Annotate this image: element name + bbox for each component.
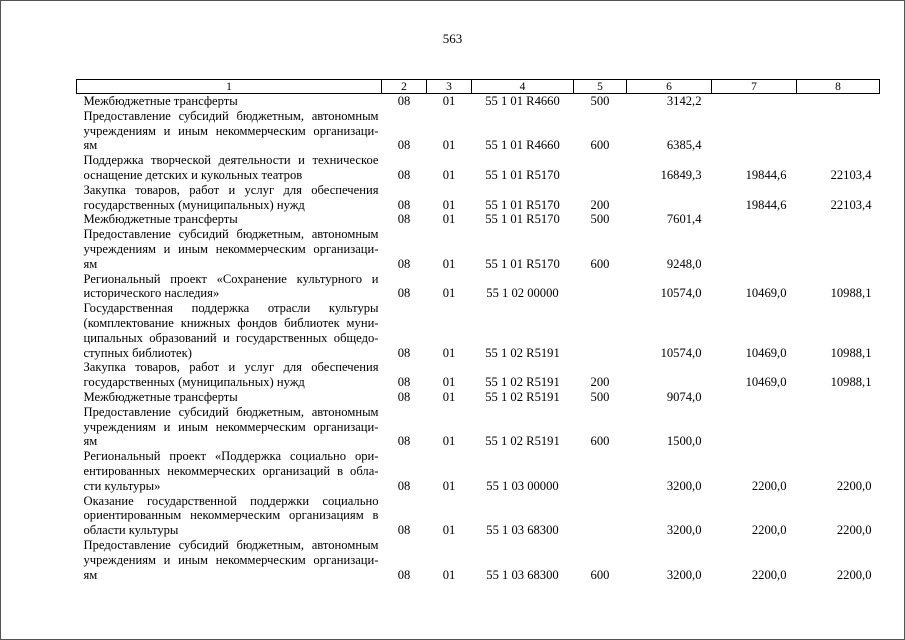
- target-article-cell: 55 1 02 R5191: [485, 434, 560, 449]
- name-line: области культуры: [83, 523, 179, 538]
- amount-year1-cell: [627, 360, 712, 390]
- subsection-cell: 01: [442, 389, 456, 404]
- name-line: ям: [83, 138, 98, 153]
- amount-year3-cell: [797, 405, 880, 449]
- name-line: учреждениям и иным некоммерческим организаци-: [83, 552, 379, 567]
- name-line: Предоставление субсидий бюджетным, автономным: [83, 537, 379, 552]
- amount-year3-cell: [797, 227, 880, 271]
- name-line: (комплектование книжных фондов библиотек муни-: [83, 315, 379, 330]
- target-article-cell: 55 1 03 68300: [486, 567, 559, 582]
- name-line: Предоставление субсидий бюджетным, автономным: [83, 227, 379, 242]
- subsection-cell: 01: [442, 523, 456, 538]
- name-line: ципальных образований и государственных общедо-: [83, 330, 379, 345]
- subsection-cell: 01: [442, 567, 456, 582]
- amount-year3-cell: 10988,1: [830, 286, 872, 301]
- amount-year1-cell: [627, 183, 712, 213]
- name-line: учреждениям и иным некоммерческим организаци-: [83, 419, 379, 434]
- name-line: Региональный проект «Сохранение культурного и: [83, 271, 379, 286]
- table-row: [77, 390, 880, 405]
- expense-type-cell: [574, 272, 627, 302]
- subsection-cell: 01: [442, 167, 456, 182]
- target-article-cell: 55 1 02 00000: [486, 286, 559, 301]
- target-article-cell: 55 1 01 R4660: [485, 94, 560, 108]
- name-cell: [77, 94, 382, 109]
- name-cell: [77, 301, 382, 360]
- amount-year2-cell: 2200,0: [751, 523, 787, 538]
- amount-year1-cell: 1500,0: [666, 434, 702, 449]
- amount-year3-cell: [797, 94, 880, 109]
- section-cell: 08: [397, 389, 411, 404]
- amount-year2-cell: 10469,0: [745, 375, 787, 390]
- table-row: [77, 494, 880, 538]
- expense-type-cell: 600: [590, 138, 610, 153]
- section-cell: 08: [397, 167, 411, 182]
- amount-year3-cell: [797, 109, 880, 153]
- table-body: [77, 94, 880, 583]
- table-row: [77, 183, 880, 213]
- name-cell: [77, 153, 382, 183]
- target-article-cell: 55 1 01 R5170: [485, 212, 560, 227]
- amount-year1-cell: 10574,0: [660, 345, 702, 360]
- section-cell: 08: [397, 256, 411, 271]
- table-header-row: [77, 80, 880, 94]
- column-header-8: 8: [797, 80, 880, 94]
- name-line: Межбюджетные трансферты: [83, 389, 238, 404]
- subsection-cell: 01: [442, 94, 456, 108]
- expense-type-cell: 600: [590, 434, 610, 449]
- subsection-cell: 01: [442, 434, 456, 449]
- section-cell: 08: [397, 434, 411, 449]
- name-cell: [77, 212, 382, 227]
- target-article-cell: 55 1 02 R5191: [485, 345, 560, 360]
- name-line: ориентированным некоммерческим организациям в: [83, 508, 379, 523]
- subsection-cell: 01: [442, 197, 456, 212]
- amount-year1-cell: 3142,2: [666, 94, 702, 108]
- name-line: оснащение детских и кукольных театров: [83, 167, 303, 182]
- expense-type-cell: [574, 494, 627, 538]
- name-cell: [77, 227, 382, 271]
- table-row: [77, 212, 880, 227]
- target-article-cell: 55 1 03 00000: [486, 478, 559, 493]
- name-cell: [77, 272, 382, 302]
- name-cell: [77, 390, 382, 405]
- expense-type-cell: 600: [590, 256, 610, 271]
- section-cell: 08: [397, 138, 411, 153]
- amount-year2-cell: 2200,0: [751, 478, 787, 493]
- name-line: Региональный проект «Поддержка социально ори-: [83, 449, 379, 464]
- expense-type-cell: [574, 153, 627, 183]
- subsection-cell: 01: [442, 345, 456, 360]
- amount-year2-cell: 10469,0: [745, 286, 787, 301]
- name-cell: [77, 494, 382, 538]
- amount-year1-cell: 10574,0: [660, 286, 702, 301]
- amount-year2-cell: [712, 405, 797, 449]
- target-article-cell: 55 1 02 R5191: [485, 375, 560, 390]
- name-line: государственных (муниципальных) нужд: [83, 375, 305, 390]
- section-cell: 08: [397, 94, 411, 108]
- table-row: [77, 301, 880, 360]
- table-row: [77, 405, 880, 449]
- table-row: [77, 227, 880, 271]
- name-line: Закупка товаров, работ и услуг для обеспечения: [83, 182, 379, 197]
- amount-year3-cell: 2200,0: [836, 567, 872, 582]
- target-article-cell: 55 1 03 68300: [486, 523, 559, 538]
- amount-year3-cell: 2200,0: [836, 478, 872, 493]
- expense-type-cell: [574, 301, 627, 360]
- section-cell: 08: [397, 478, 411, 493]
- section-cell: 08: [397, 212, 411, 227]
- target-article-cell: 55 1 01 R5170: [485, 167, 560, 182]
- table-row: [77, 94, 880, 109]
- section-cell: 08: [397, 567, 411, 582]
- name-line: государственных (муниципальных) нужд: [83, 197, 305, 212]
- column-header-6: 6: [627, 80, 712, 94]
- expense-type-cell: 600: [590, 567, 610, 582]
- amount-year2-cell: 10469,0: [745, 345, 787, 360]
- amount-year2-cell: 19844,6: [745, 167, 787, 182]
- name-line: сти культуры»: [83, 478, 161, 493]
- target-article-cell: 55 1 02 R5191: [485, 389, 560, 404]
- column-header-3: 3: [427, 80, 472, 94]
- name-line: ентированных некоммерческих организаций в обла-: [83, 463, 379, 478]
- name-line: учреждениям и иным некоммерческим организаци-: [83, 241, 379, 256]
- document-page: [1, 1, 904, 639]
- name-line: Предоставление субсидий бюджетным, автономным: [83, 108, 379, 123]
- amount-year1-cell: 9248,0: [666, 256, 702, 271]
- name-line: Закупка товаров, работ и услуг для обеспечения: [83, 360, 379, 375]
- expense-type-cell: 500: [590, 389, 610, 404]
- subsection-cell: 01: [442, 138, 456, 153]
- name-line: Государственная поддержка отрасли культуры: [83, 301, 379, 316]
- amount-year3-cell: 22103,4: [830, 167, 872, 182]
- amount-year1-cell: 3200,0: [666, 523, 702, 538]
- column-header-1: 1: [77, 80, 382, 94]
- amount-year3-cell: 22103,4: [830, 197, 872, 212]
- amount-year2-cell: [712, 94, 797, 109]
- table-row: [77, 538, 880, 582]
- subsection-cell: 01: [442, 478, 456, 493]
- subsection-cell: 01: [442, 286, 456, 301]
- subsection-cell: 01: [442, 256, 456, 271]
- subsection-cell: 01: [442, 375, 456, 390]
- column-header-2: 2: [382, 80, 427, 94]
- table-row: [77, 449, 880, 493]
- name-line: ям: [83, 434, 98, 449]
- table-row: [77, 109, 880, 153]
- amount-year3-cell: [797, 212, 880, 227]
- name-line: ям: [83, 256, 98, 271]
- page-number: 563: [442, 31, 463, 46]
- amount-year2-cell: 2200,0: [751, 567, 787, 582]
- column-header-4: 4: [472, 80, 574, 94]
- expense-type-cell: 200: [590, 375, 610, 390]
- name-line: Предоставление субсидий бюджетным, автономным: [83, 404, 379, 419]
- name-line: исторического наследия»: [83, 286, 220, 301]
- name-line: Межбюджетные трансферты: [83, 94, 238, 108]
- amount-year1-cell: 6385,4: [666, 138, 702, 153]
- name-line: учреждениям и иным некоммерческим организаци-: [83, 123, 379, 138]
- amount-year2-cell: [712, 390, 797, 405]
- amount-year1-cell: 16849,3: [660, 167, 702, 182]
- amount-year3-cell: 2200,0: [836, 523, 872, 538]
- amount-year3-cell: 10988,1: [830, 375, 872, 390]
- amount-year3-cell: [797, 390, 880, 405]
- name-cell: [77, 538, 382, 582]
- name-cell: [77, 449, 382, 493]
- column-header-7: 7: [712, 80, 797, 94]
- name-cell: [77, 360, 382, 390]
- amount-year1-cell: 3200,0: [666, 478, 702, 493]
- name-line: ступных библиотек): [83, 345, 192, 360]
- target-article-cell: 55 1 01 R5170: [485, 256, 560, 271]
- table-row: [77, 153, 880, 183]
- budget-table: [76, 79, 880, 582]
- name-line: Оказание государственной поддержки социально: [83, 493, 379, 508]
- name-line: Межбюджетные трансферты: [83, 212, 238, 227]
- section-cell: 08: [397, 345, 411, 360]
- section-cell: 08: [397, 197, 411, 212]
- name-line: ям: [83, 567, 98, 582]
- target-article-cell: 55 1 01 R5170: [485, 197, 560, 212]
- table-row: [77, 272, 880, 302]
- column-header-5: 5: [574, 80, 627, 94]
- target-article-cell: 55 1 01 R4660: [485, 138, 560, 153]
- expense-type-cell: 500: [590, 212, 610, 227]
- name-cell: [77, 109, 382, 153]
- subsection-cell: 01: [442, 212, 456, 227]
- amount-year1-cell: 9074,0: [666, 389, 702, 404]
- amount-year2-cell: 19844,6: [745, 197, 787, 212]
- amount-year2-cell: [712, 227, 797, 271]
- amount-year1-cell: 3200,0: [666, 567, 702, 582]
- table-row: [77, 360, 880, 390]
- name-cell: [77, 405, 382, 449]
- section-cell: 08: [397, 523, 411, 538]
- expense-type-cell: 200: [590, 197, 610, 212]
- section-cell: 08: [397, 286, 411, 301]
- amount-year2-cell: [712, 212, 797, 227]
- amount-year3-cell: 10988,1: [830, 345, 872, 360]
- name-cell: [77, 183, 382, 213]
- amount-year1-cell: 7601,4: [666, 212, 702, 227]
- name-line: Поддержка творческой деятельности и техническое: [83, 153, 379, 168]
- section-cell: 08: [397, 375, 411, 390]
- expense-type-cell: [574, 449, 627, 493]
- expense-type-cell: 500: [590, 94, 610, 108]
- amount-year2-cell: [712, 109, 797, 153]
